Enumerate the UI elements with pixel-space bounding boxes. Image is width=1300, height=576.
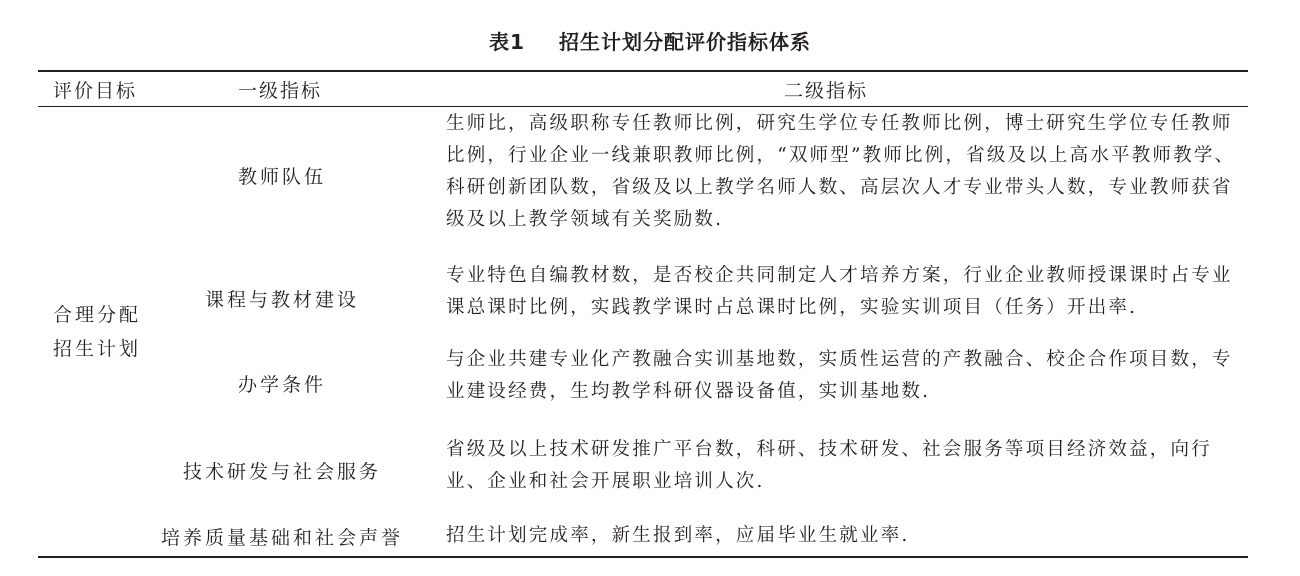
goal-line-2: 招生计划: [53, 338, 142, 360]
header-level1: 一级指标: [238, 80, 323, 102]
level2-cell: 专业特色自编教材数，是否校企共同制定人才培养方案，行业企业教师授课课时占专业课总课时比例，实践教学课时占总课时比例，实验实训项目（任务）开出率.: [446, 265, 1233, 318]
level1-cell: 课程与教材建设: [204, 289, 359, 311]
level1-cell: 教师队伍: [237, 166, 326, 188]
level1-cell: 技术研发与社会服务: [182, 461, 381, 483]
level2-cell: 生师比，高级职称专任教师比例，研究生学位专任教师比例，博士研究生学位专任教师比例，行业企业一线兼职教师比例，“双师型”教师比例，省级及以上高水平教师教学、科研创新团队数，省级及以上教学名师人数、高层次人才专业带头人数，专业教师获省级及以上教学领域有关奖励数.: [446, 113, 1236, 230]
level2-cell: 招生计划完成率，新生报到率，应届毕业生就业率.: [446, 525, 910, 546]
goal-line-1: 合理分配: [53, 304, 142, 326]
goal-cell: [53, 298, 141, 366]
header-rule: [38, 106, 1248, 107]
table-title: 招生计划分配评价指标体系: [558, 30, 811, 54]
top-rule: [38, 70, 1248, 72]
level1-cell: 办学条件: [237, 374, 326, 396]
table-caption: [0, 26, 1300, 55]
header-level2: 二级指标: [784, 80, 869, 102]
level2-cell: 省级及以上技术研发推广平台数，科研、技术研发、社会服务等项目经济效益，向行业、企业和社会开展职业培训人次.: [446, 439, 1212, 492]
table-number: 表1: [489, 30, 525, 54]
bottom-rule: [38, 556, 1248, 558]
level1-cell: 培养质量基础和社会声誉: [160, 527, 403, 549]
header-goal: 评价目标: [53, 80, 138, 102]
level2-cell: 与企业共建专业化产教融合实训基地数，实质性运营的产教融合、校企合作项目数，专业建设经费，生均教学科研仪器设备值，实训基地数.: [446, 349, 1233, 402]
